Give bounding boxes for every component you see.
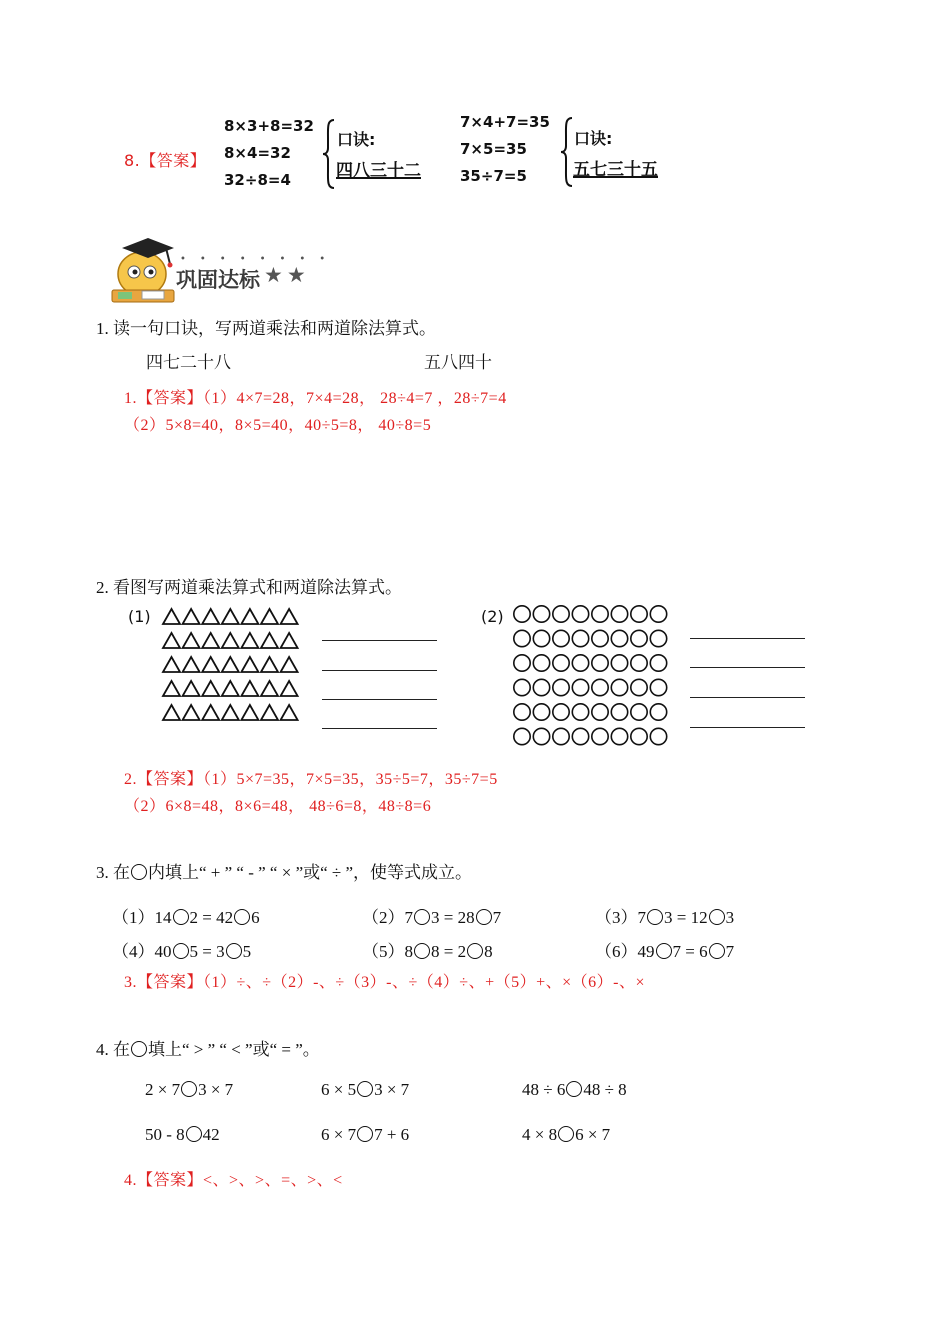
q3-blank[interactable] bbox=[709, 909, 725, 925]
circle-icon bbox=[650, 728, 666, 744]
circle-icon bbox=[553, 679, 569, 695]
circle-icon bbox=[592, 704, 608, 720]
circle-icon bbox=[572, 630, 588, 646]
q3-prompt-b: 内填上“ + ” “ - ” “ × ”或“ ÷ ”，使等式成立。 bbox=[148, 863, 473, 882]
circle-icon bbox=[514, 679, 530, 695]
circle-icon bbox=[592, 679, 608, 695]
q2-blank-1a bbox=[322, 640, 437, 641]
q4-answer: 4.【答案】<、>、>、=、>、< bbox=[124, 1172, 343, 1189]
circle-icon bbox=[572, 704, 588, 720]
q8-right-eq-1: 7×4+7=35 bbox=[460, 113, 550, 131]
triangle-icon bbox=[163, 705, 180, 720]
circle-icon bbox=[611, 606, 627, 622]
q3-blank[interactable] bbox=[226, 943, 242, 959]
circle-icon bbox=[572, 728, 588, 744]
q3-blank[interactable] bbox=[173, 909, 189, 925]
q8-left-brace bbox=[322, 118, 336, 190]
q4-item-3: 48 ÷ 6 48 ÷ 8 bbox=[522, 1080, 627, 1099]
circle-icon bbox=[631, 728, 647, 744]
circle-icon bbox=[533, 704, 549, 720]
triangle-icon bbox=[222, 609, 239, 624]
section-dots: •••••••• bbox=[180, 254, 340, 265]
circle-icon bbox=[514, 630, 530, 646]
q3-item-3: （3）7 3 = 12 3 bbox=[595, 908, 735, 927]
circle-icon bbox=[631, 655, 647, 671]
circle-icon bbox=[533, 606, 549, 622]
circle-icon bbox=[533, 630, 549, 646]
triangle-icon bbox=[183, 633, 200, 648]
triangle-icon bbox=[222, 705, 239, 720]
q4-item-5: 6 × 7 7 + 6 bbox=[321, 1125, 410, 1144]
q1-item-b: 五八四十 bbox=[424, 353, 492, 372]
triangle-icon bbox=[222, 633, 239, 648]
q4-blank[interactable] bbox=[357, 1126, 373, 1142]
circle-icon bbox=[514, 704, 530, 720]
q2-answer-line1: 2.【答案】（1）5×7=35，7×5=35，35÷5=7，35÷7=5 bbox=[124, 771, 498, 788]
circle-icon bbox=[592, 728, 608, 744]
q1-prompt: 1. 读一句口诀，写两道乘法和两道除法算式。 bbox=[96, 319, 436, 338]
q4-item-2: 6 × 5 3 × 7 bbox=[321, 1080, 410, 1099]
circle-icon bbox=[592, 655, 608, 671]
triangle-icon bbox=[202, 609, 219, 624]
q2-blank-1d bbox=[322, 728, 437, 729]
q8-left-eq-2: 8×4=32 bbox=[224, 144, 291, 162]
triangle-icon bbox=[183, 657, 200, 672]
q8-left-koujue-value: 四八三十二 bbox=[336, 161, 421, 181]
triangle-icon bbox=[163, 633, 180, 648]
circle-icon bbox=[592, 630, 608, 646]
triangle-icon bbox=[241, 633, 258, 648]
circle-icon bbox=[650, 704, 666, 720]
circle-icon bbox=[611, 679, 627, 695]
circle-icon bbox=[650, 630, 666, 646]
triangle-icon bbox=[281, 633, 298, 648]
section-stars: ★★ bbox=[264, 263, 310, 287]
circle-icon bbox=[631, 606, 647, 622]
q3-item-6: （6）49 7 = 6 7 bbox=[595, 942, 735, 961]
q3-blank[interactable] bbox=[467, 943, 483, 959]
q1-answer-line2: （2）5×8=40，8×5=40，40÷5=8， 40÷8=5 bbox=[124, 417, 432, 434]
q3-blank[interactable] bbox=[173, 943, 189, 959]
triangle-icon bbox=[222, 681, 239, 696]
q1-item-a: 四七二十八 bbox=[146, 353, 231, 372]
q2-blank-2d bbox=[690, 727, 805, 728]
circle-icon bbox=[533, 728, 549, 744]
triangle-icon bbox=[183, 681, 200, 696]
triangle-icon bbox=[241, 681, 258, 696]
circle-icon bbox=[514, 606, 530, 622]
q2-blank-1c bbox=[322, 699, 437, 700]
q8-answer-label: 8.【答案】 bbox=[124, 151, 207, 170]
q2-blank-2b bbox=[690, 667, 805, 668]
circle-icon bbox=[611, 704, 627, 720]
q2-triangle-grid bbox=[160, 604, 305, 724]
circle-icon bbox=[553, 728, 569, 744]
circle-icon bbox=[650, 655, 666, 671]
triangle-icon bbox=[261, 657, 278, 672]
q3-item-1: （1）14 2 = 42 6 bbox=[112, 908, 260, 927]
q8-right-koujue-value: 五七三十五 bbox=[573, 160, 658, 180]
circle-icon bbox=[611, 630, 627, 646]
circle-icon bbox=[553, 655, 569, 671]
triangle-icon bbox=[202, 633, 219, 648]
q3-item-4: （4）40 5 = 3 5 bbox=[112, 942, 252, 961]
circle-icon bbox=[631, 704, 647, 720]
q2-label-2: (2) bbox=[481, 607, 504, 626]
circle-icon bbox=[572, 606, 588, 622]
triangle-icon bbox=[261, 705, 278, 720]
q2-blank-2a bbox=[690, 638, 805, 639]
q3-answer: 3.【答案】（1）÷、÷（2）-、÷（3）-、÷（4）÷、+（5）+、×（6）-、× bbox=[124, 974, 645, 991]
circle-icon bbox=[553, 606, 569, 622]
triangle-icon bbox=[163, 657, 180, 672]
q1-answer-line1: 1.【答案】（1）4×7=28，7×4=28， 28÷4=7 ，28÷7=4 bbox=[124, 390, 507, 407]
circle-icon bbox=[572, 679, 588, 695]
circle-icon bbox=[631, 630, 647, 646]
q4-item-6: 4 × 8 6 × 7 bbox=[522, 1125, 611, 1144]
circle-icon bbox=[533, 679, 549, 695]
q3-blank[interactable] bbox=[476, 909, 492, 925]
triangle-icon bbox=[281, 609, 298, 624]
q8-right-eq-2: 7×5=35 bbox=[460, 140, 527, 158]
q8-left-eq-3: 32÷8=4 bbox=[224, 171, 291, 189]
triangle-icon bbox=[261, 633, 278, 648]
q8-right-brace bbox=[560, 116, 574, 188]
q2-label-1: (1) bbox=[128, 607, 151, 626]
q8-left-eq-1: 8×3+8=32 bbox=[224, 117, 314, 135]
triangle-icon bbox=[202, 705, 219, 720]
q3-blank[interactable] bbox=[647, 909, 663, 925]
q2-blank-2c bbox=[690, 697, 805, 698]
q2-answer-line2: （2）6×8=48，8×6=48， 48÷6=8，48÷8=6 bbox=[124, 798, 432, 815]
circle-icon bbox=[514, 655, 530, 671]
triangle-icon bbox=[241, 657, 258, 672]
circle-icon bbox=[553, 704, 569, 720]
triangle-icon bbox=[183, 609, 200, 624]
circle-icon bbox=[553, 630, 569, 646]
triangle-icon bbox=[222, 657, 239, 672]
q4-prompt-b: 填上“ > ” “ < ”或“ = ”。 bbox=[148, 1040, 320, 1059]
q3-item-5: （5）8 8 = 2 8 bbox=[362, 942, 493, 961]
q3-blank[interactable] bbox=[414, 943, 430, 959]
q2-blank-1b bbox=[322, 670, 437, 671]
q3-prompt bbox=[96, 858, 472, 883]
triangle-icon bbox=[163, 609, 180, 624]
triangle-icon bbox=[261, 609, 278, 624]
triangle-icon bbox=[202, 657, 219, 672]
q2-circle-grid bbox=[510, 603, 672, 747]
circle-icon bbox=[592, 606, 608, 622]
circle-icon bbox=[650, 679, 666, 695]
q4-blank[interactable] bbox=[186, 1126, 202, 1142]
triangle-icon bbox=[241, 609, 258, 624]
q4-blank[interactable] bbox=[566, 1081, 582, 1097]
circle-icon bbox=[533, 655, 549, 671]
q3-blank[interactable] bbox=[414, 909, 430, 925]
q3-blank[interactable] bbox=[656, 943, 672, 959]
triangle-icon bbox=[261, 681, 278, 696]
circle-icon bbox=[611, 655, 627, 671]
triangle-icon bbox=[183, 705, 200, 720]
q4-blank[interactable] bbox=[558, 1126, 574, 1142]
q3-prompt-a: 3. 在 bbox=[96, 863, 130, 882]
mascot-icon bbox=[108, 234, 178, 306]
q8-right-equations bbox=[460, 109, 550, 190]
triangle-icon bbox=[281, 681, 298, 696]
triangle-icon bbox=[163, 681, 180, 696]
q8-right-koujue-label: 口诀: bbox=[574, 129, 613, 148]
triangle-icon bbox=[202, 681, 219, 696]
circle-icon bbox=[631, 679, 647, 695]
q4-item-4: 50 - 8 42 bbox=[145, 1125, 220, 1144]
q4-prompt-a: 4. 在 bbox=[96, 1040, 130, 1059]
triangle-icon bbox=[241, 705, 258, 720]
q8-left-equations bbox=[224, 113, 314, 194]
q3-blank[interactable] bbox=[234, 909, 250, 925]
q4-blank[interactable] bbox=[357, 1081, 373, 1097]
q8-right-eq-3: 35÷7=5 bbox=[460, 167, 527, 185]
circle-icon bbox=[572, 655, 588, 671]
circle-icon bbox=[650, 606, 666, 622]
q4-item-1: 2 × 7 3 × 7 bbox=[145, 1080, 234, 1099]
circle-icon bbox=[514, 728, 530, 744]
q8-left-koujue-label: 口诀: bbox=[337, 130, 376, 149]
q2-prompt: 2. 看图写两道乘法算式和两道除法算式。 bbox=[96, 578, 402, 597]
triangle-icon bbox=[281, 705, 298, 720]
q3-blank[interactable] bbox=[709, 943, 725, 959]
circle-blank-icon bbox=[131, 864, 147, 880]
q4-blank[interactable] bbox=[181, 1081, 197, 1097]
q3-item-2: （2）7 3 = 28 7 bbox=[362, 908, 502, 927]
section-title: 巩固达标 bbox=[176, 268, 260, 292]
q4-prompt bbox=[96, 1035, 320, 1060]
circle-blank-icon bbox=[131, 1041, 147, 1057]
circle-icon bbox=[611, 728, 627, 744]
triangle-icon bbox=[281, 657, 298, 672]
